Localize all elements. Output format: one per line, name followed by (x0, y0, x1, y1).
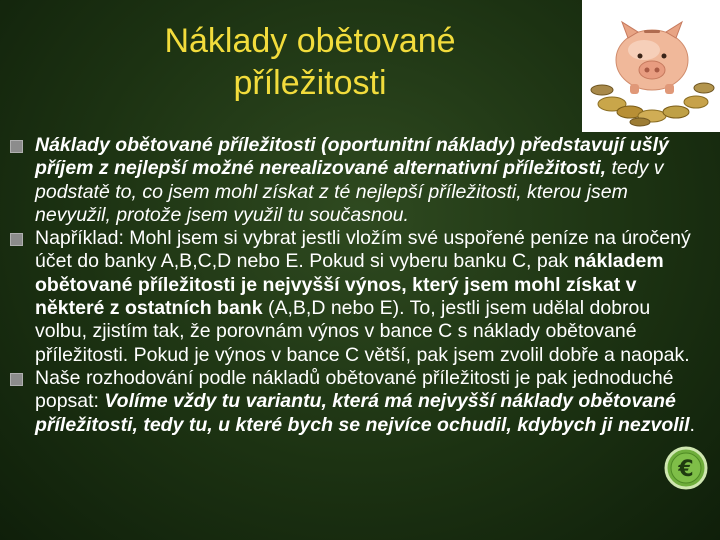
bullet-2-emphasis: nákladem obětované příležitosti je nejvyšší výnos, který jsem mohl získat v některé z ostatních bank (35, 250, 664, 320)
slide-title-line2: příležitosti (233, 64, 387, 102)
bullet-3-text-start: Naše rozhodování podle nákladů obětované příležitosti je pak jednoduché popsat: (35, 366, 674, 413)
bullet-item-2 (8, 227, 698, 367)
bullet-3-emphasis: Volíme vždy tu variantu, která má nejvyšší náklady obětované příležitosti, tedy tu, u které bych se nejvíce ochudil, kdybych ji nezvolil (35, 390, 690, 436)
bullet-square-icon (10, 373, 23, 386)
euro-coin-icon (664, 446, 708, 490)
slide-title-line1: Náklady obětované (164, 22, 456, 60)
bullet-1-explanation: tedy v podstatě to, co jsem mohl získat z té nejlepší příležitosti, kterou jsem nevyužil, protože jsem využil tu současnou. (35, 157, 664, 226)
bullet-item-3 (8, 367, 698, 437)
slide-title (90, 20, 530, 104)
euro-symbol: € (678, 457, 694, 482)
bullet-item-1 (8, 134, 698, 227)
bullet-1-definition: Náklady obětované příležitosti (oportunitní náklady) představují ušlý příjem z nejlepší možné nerealizované alternativní příležitosti, (35, 134, 669, 180)
bullet-2-text-start: Například: Mohl jsem si vybrat jestli vložím své uspořené peníze na úročený účet do banky A,B,C,D nebo E. Pokud si vyberu banku C, pak (35, 227, 691, 273)
piggy-bank-coins-icon (582, 0, 720, 132)
bullet-2-text-end: (A,B,D nebo E). To, jestli jsem udělal dobrou volbu, zjistím tak, že porovnám výnos v bance C s náklady obětované příležitosti. Pokud je výnos v bance C větší, pak jsem zvolil dobře a naopak. (35, 297, 690, 366)
bullet-list (8, 134, 698, 437)
bullet-square-icon (10, 140, 23, 153)
bullet-3-text-end: . (689, 413, 695, 436)
bullet-square-icon (10, 233, 23, 246)
